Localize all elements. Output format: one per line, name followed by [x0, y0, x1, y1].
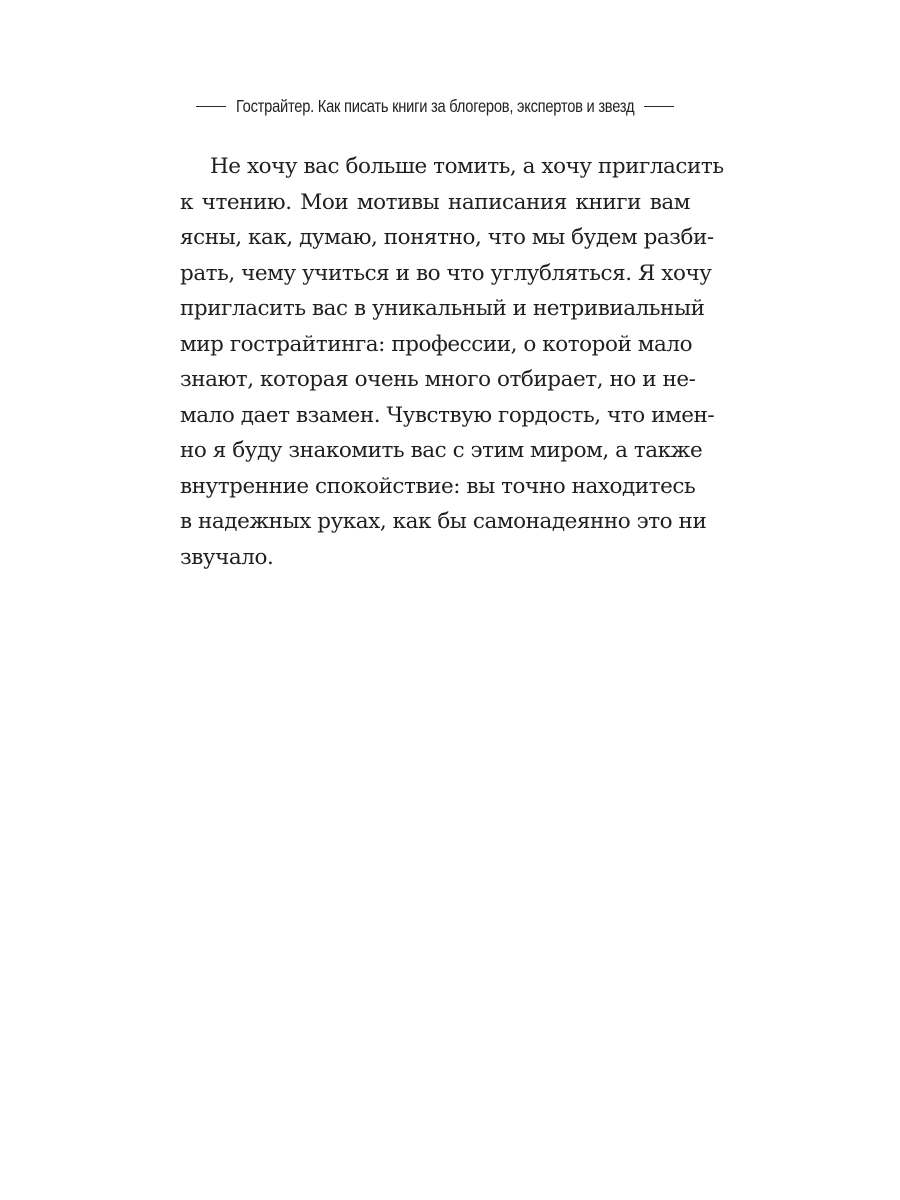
text-line: пригласить вас в уникальный и нетривиальный	[180, 296, 705, 321]
text-line: Не хочу вас больше томить, а хочу пригласить	[210, 154, 724, 179]
text-line: внутренние спокойствие: вы точно находитесь	[180, 473, 696, 499]
text-line-last: звучало.	[180, 544, 274, 570]
text-line: мир гострайтинга: профессии, о которой мало	[180, 331, 693, 357]
text-line: ясны, как, думаю, понятно, что мы будем разби-	[180, 225, 714, 250]
text-line: рать, чему учиться и во что углубляться. Я хочу	[180, 260, 712, 286]
running-title: Гострайтер. Как писать книги за блогеров, экспертов и звезд	[235, 95, 635, 116]
text-line: в надежных руках, как бы самонадеянно это ни	[180, 509, 707, 534]
header-rule-right	[644, 106, 674, 107]
running-header	[180, 92, 690, 120]
text-line: но я буду знакомить вас с этим миром, а также	[180, 438, 703, 463]
text-line: знают, которая очень много отбирает, но и не-	[180, 367, 696, 392]
text-line: к чтению. Мои мотивы написания книги вам	[180, 189, 690, 215]
header-rule-left	[196, 106, 226, 107]
body-paragraph	[180, 149, 724, 575]
text-line: мало дает взамен. Чувствую гордость, что имен-	[180, 402, 715, 428]
